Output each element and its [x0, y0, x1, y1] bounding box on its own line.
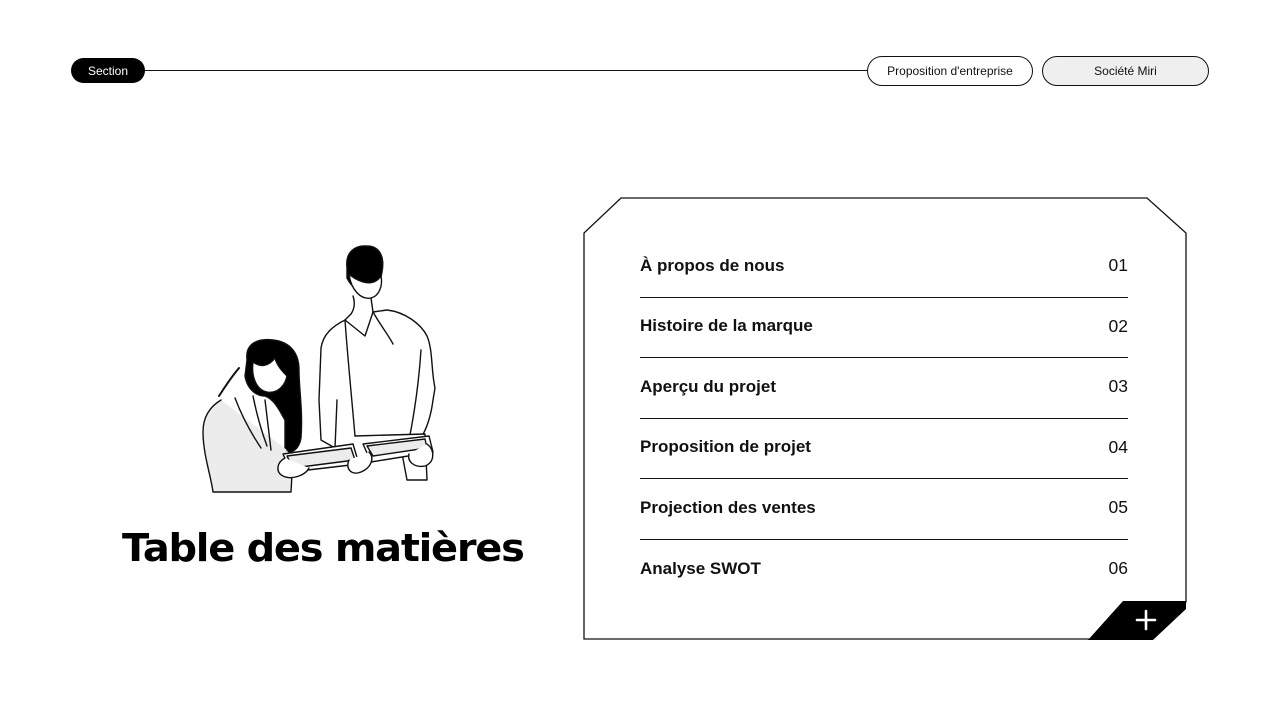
section-badge[interactable]	[71, 58, 145, 83]
proposal-badge[interactable]	[867, 56, 1033, 86]
toc-item[interactable]	[640, 479, 1128, 540]
toc-list	[640, 237, 1128, 600]
toc-item-number: 02	[1108, 315, 1128, 336]
page-title: Table des matières	[122, 526, 524, 570]
header-divider	[108, 70, 870, 71]
toc-item-label: Histoire de la marque	[640, 316, 813, 336]
company-badge-label: Société Miri	[1094, 64, 1157, 78]
toc-item[interactable]	[640, 358, 1128, 419]
table-of-contents-card	[583, 197, 1187, 640]
toc-item[interactable]	[640, 298, 1128, 359]
toc-item[interactable]	[640, 419, 1128, 480]
section-badge-label: Section	[87, 63, 129, 78]
toc-item-number: 06	[1108, 558, 1128, 579]
toc-item[interactable]	[640, 237, 1128, 298]
plus-icon[interactable]	[1133, 607, 1159, 633]
toc-item-number: 05	[1108, 497, 1128, 518]
toc-item-label: Aperçu du projet	[640, 376, 777, 396]
toc-item-label: À propos de nous	[640, 255, 785, 275]
toc-item-number: 04	[1108, 436, 1128, 457]
toc-item-label: Analyse SWOT	[640, 558, 761, 578]
toc-item-number: 01	[1108, 255, 1128, 276]
company-badge[interactable]	[1042, 56, 1209, 86]
proposal-badge-label: Proposition d'entreprise	[887, 64, 1013, 78]
two-people-with-tablets-illustration	[195, 240, 475, 500]
toc-item[interactable]	[640, 540, 1128, 601]
toc-item-label: Projection des ventes	[640, 497, 816, 517]
toc-item-label: Proposition de projet	[640, 437, 811, 457]
toc-item-number: 03	[1108, 376, 1128, 397]
